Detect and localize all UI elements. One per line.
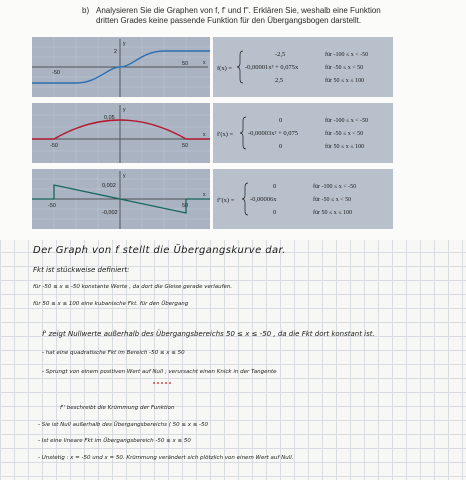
note-line-6: - hat eine quadratische Fkt im Bereich -50 ≤ x ≤ 50 [42,350,185,356]
curve-f-prime [32,120,210,139]
task-label: b) [82,6,90,15]
svg-text:für 50 ≤ x ≤ 100: für 50 ≤ x ≤ 100 [313,210,353,216]
x-tick-pos: 50 [182,203,189,209]
formula-lhs: f(x) = [217,65,233,72]
note-line-4: für 50 ≤ x ≤ 100 eine kubanische Fkt. für den Übergang [33,301,189,307]
graph-f-double-prime [32,169,210,229]
svg-text:2,5: 2,5 [275,77,284,84]
y-tick-neg: -0,002 [102,210,118,216]
brace [237,51,243,83]
svg-text:für -100 ≤ x < -50: für -100 ≤ x < -50 [325,118,369,124]
svg-text:für -50 ≤ x < 50: für -50 ≤ x < 50 [325,131,364,137]
note-line-7: - Sprungt von einem positiven Wert auf Null ; verursacht einen Knick in der Tangente [42,369,277,375]
red-dotted-mark [152,381,174,385]
formula-f [213,37,393,97]
y-axis-label: y [123,107,126,113]
note-line-9: - Sie ist Null außerhalb des Übergangsbereichs ( 50 ≤ x ≤ -50 [38,422,209,428]
svg-text:für -100 ≤ x < -50: für -100 ≤ x < -50 [313,184,357,190]
note-line-11: - Unstetig : x = -50 und x = 50. Krümmung verändert sich plötzlich von einem Wert auf Null. [38,455,294,461]
x-tick-neg: -50 [52,70,60,76]
svg-text:-0,00006x: -0,00006x [250,196,277,203]
x-axis-label: x [203,60,206,66]
formula-f-double-prime [213,169,393,229]
y-axis-label: y [123,41,126,47]
note-line-5: f' zeigt Nullwerte außerhalb des Übergangsbereichs 50 ≤ x ≤ -50 , da die Fkt dort konstant ist. [42,330,375,338]
note-line-8: f'' beschreibt die Krümmung der Funktion [60,405,175,411]
svg-text:0: 0 [279,117,283,124]
formula-f-prime [213,103,393,163]
y-tick-pos: 0,002 [102,183,116,189]
y-axis-label: y [123,173,126,179]
x-axis-label: x [203,192,206,198]
svg-text:für -50 ≤ x < 50: für -50 ≤ x < 50 [325,65,364,71]
note-line-3: für -50 ≤ x ≤ -50 konstante Werte , da dort die Gleise gerade verlaufen. [33,284,233,290]
task-b [82,6,396,26]
svg-text:0: 0 [273,209,277,216]
svg-text:-2,5: -2,5 [275,51,286,58]
y-tick: 2 [114,49,118,55]
x-tick-pos: 50 [182,143,189,149]
brace [242,183,248,215]
svg-text:für 50 ≤ x ≤ 100: für 50 ≤ x ≤ 100 [325,78,365,84]
brace [240,117,246,149]
note-line-2: Fkt ist stückweise definiert: [33,266,130,274]
svg-text:0: 0 [279,143,283,150]
x-tick-pos: 50 [182,61,189,67]
x-tick-neg: -50 [50,143,58,149]
svg-text:für 50 ≤ x ≤ 100: für 50 ≤ x ≤ 100 [325,144,365,150]
x-tick-neg: -50 [48,203,56,209]
graph-f-prime [32,103,210,163]
x-axis-label: x [203,132,206,138]
formula-lhs: f''(x) = [217,197,235,204]
formula-lhs: f'(x) = [217,131,234,138]
note-line-10: - Ist eine lineare Fkt im Übergangsbereich -50 ≤ x ≤ 50 [38,438,191,444]
task-text: Analysieren Sie die Graphen von f, f' und f''. Erklären Sie, weshalb eine Funktion dritten Grades keine passende Funktion für den Übergangsbogen darstellt. [96,6,381,25]
graph-f [32,37,210,97]
note-line-1: Der Graph von f stellt die Übergangskurve dar. [33,245,286,256]
svg-text:-0,00001x³ + 0,075x: -0,00001x³ + 0,075x [245,64,299,71]
svg-text:für -100 ≤ x < -50: für -100 ≤ x < -50 [325,52,369,58]
svg-text:für -50 ≤ x < 50: für -50 ≤ x < 50 [313,197,352,203]
svg-text:0: 0 [273,183,277,190]
y-tick: 0,05 [104,115,115,121]
svg-text:-0,00003x² + 0,075: -0,00003x² + 0,075 [248,130,299,137]
